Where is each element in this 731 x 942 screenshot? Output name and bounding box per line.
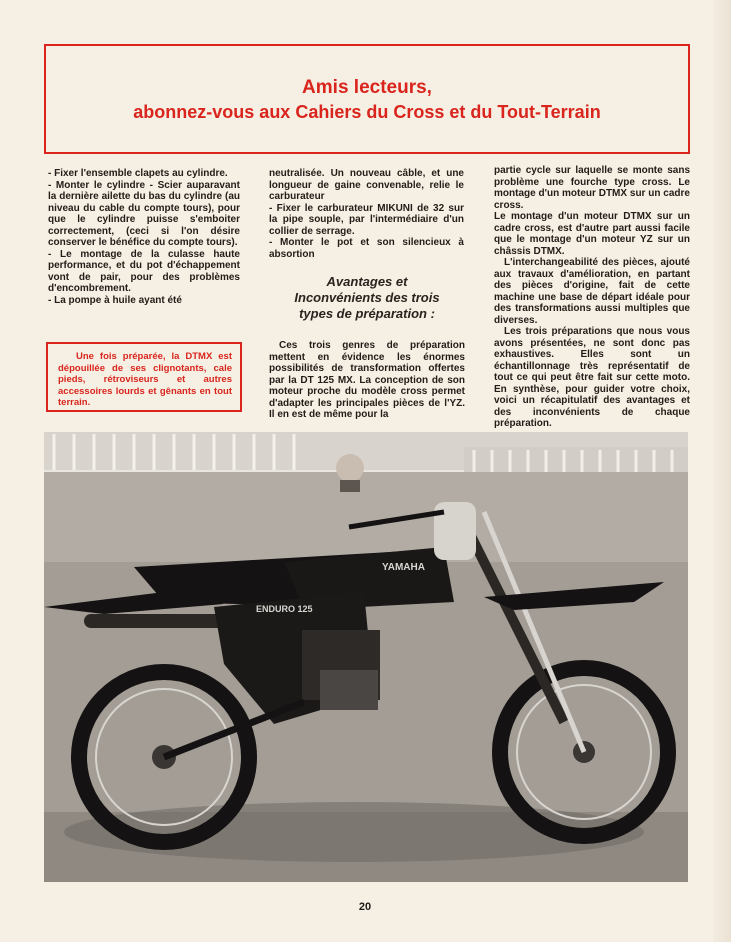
column-3 bbox=[494, 165, 690, 430]
tank-label: YAMAHA bbox=[382, 562, 425, 573]
paragraph: - Monter le pot et son silencieux à absortion bbox=[269, 237, 464, 260]
motorcycle-illustration bbox=[44, 432, 688, 882]
paragraph: - Fixer le carburateur MIKUNI de 32 sur la pipe souple, par l'intermédiaire d'un collier de serrage. bbox=[269, 202, 464, 237]
motorcycle-photo bbox=[44, 432, 688, 882]
caption-box bbox=[46, 342, 242, 412]
section-heading bbox=[268, 274, 466, 322]
banner-title: Amis lecteurs, bbox=[302, 77, 432, 98]
column-2-body bbox=[269, 340, 465, 421]
paragraph: Les trois préparations que nous vous avons présentées, ne sont donc pas exhaustives. Elles sont un échantillonnage très représentatif de tout ce qui peut être fait sur cette moto. En synthèse, pour guider votre choix, voici un récapitulatif des avantages et des inconvénients de chaque préparation. bbox=[494, 326, 690, 429]
paragraph: Le montage d'un moteur DTMX sur un cadre cross, est d'autre part aussi facile que le montage d'un moteur YZ sur un châssis DTMX. bbox=[494, 211, 690, 257]
paragraph: - La pompe à huile ayant été bbox=[48, 294, 182, 306]
page-edge bbox=[713, 0, 731, 942]
paragraph: neutralisée. Un nouveau câble, et une longueur de gaine convenable, relie le carburateur bbox=[269, 168, 464, 202]
side-panel-label: ENDURO 125 bbox=[256, 604, 313, 614]
caption-text: Une fois préparée, la DTMX est dépouillée de ses clignotants, cale pieds, rétroviseurs et autres accessoires lourds et gênants en tout terrain. bbox=[58, 351, 232, 408]
subscription-banner bbox=[44, 44, 690, 154]
column-1 bbox=[48, 168, 240, 306]
section-heading-line: Inconvénients des trois bbox=[294, 290, 440, 305]
paragraph: - Fixer l'ensemble clapets au cylindre. bbox=[48, 168, 228, 179]
column-2 bbox=[269, 168, 464, 260]
paragraph: partie cycle sur laquelle se monte sans problème une fourche type cross. Le montage d'un moteur DTMX sur un cadre cross. bbox=[494, 165, 690, 211]
paragraph: Ces trois genres de préparation mettent en évidence les énormes possibilités de transformation offertes par la DT 125 MX. La conception de son moteur proche du modèle cross permet d'adapter les principales pièces de l'YZ. Il en est de même pour la bbox=[269, 340, 465, 420]
banner-subtitle: abonnez-vous aux Cahiers du Cross et du Tout-Terrain bbox=[133, 102, 601, 122]
paragraph: - Le montage de la culasse haute performance, et du pot d'échappement vont de pair, pour des problèmes d'encombrement. bbox=[48, 248, 240, 294]
section-heading-line: Avantages et bbox=[326, 274, 408, 289]
section-heading-line: types de préparation : bbox=[299, 306, 435, 321]
paragraph: L'interchangeabilité des pièces, ajouté aux travaux d'amélioration, en partant des pièces d'origine, fait de cette machine une base de départ idéale pour des transformations aussi multiples que diverses. bbox=[494, 257, 690, 326]
paragraph: - Monter le cylindre - Scier auparavant la dernière ailette du bas du cylindre (au niveau du cable du compte tours), pour que le cylindre puisse s'emboiter correctement, (ceci si l'on désire conserver le bénéfice du compte tours). bbox=[48, 179, 240, 248]
page-number: 20 bbox=[358, 901, 372, 913]
